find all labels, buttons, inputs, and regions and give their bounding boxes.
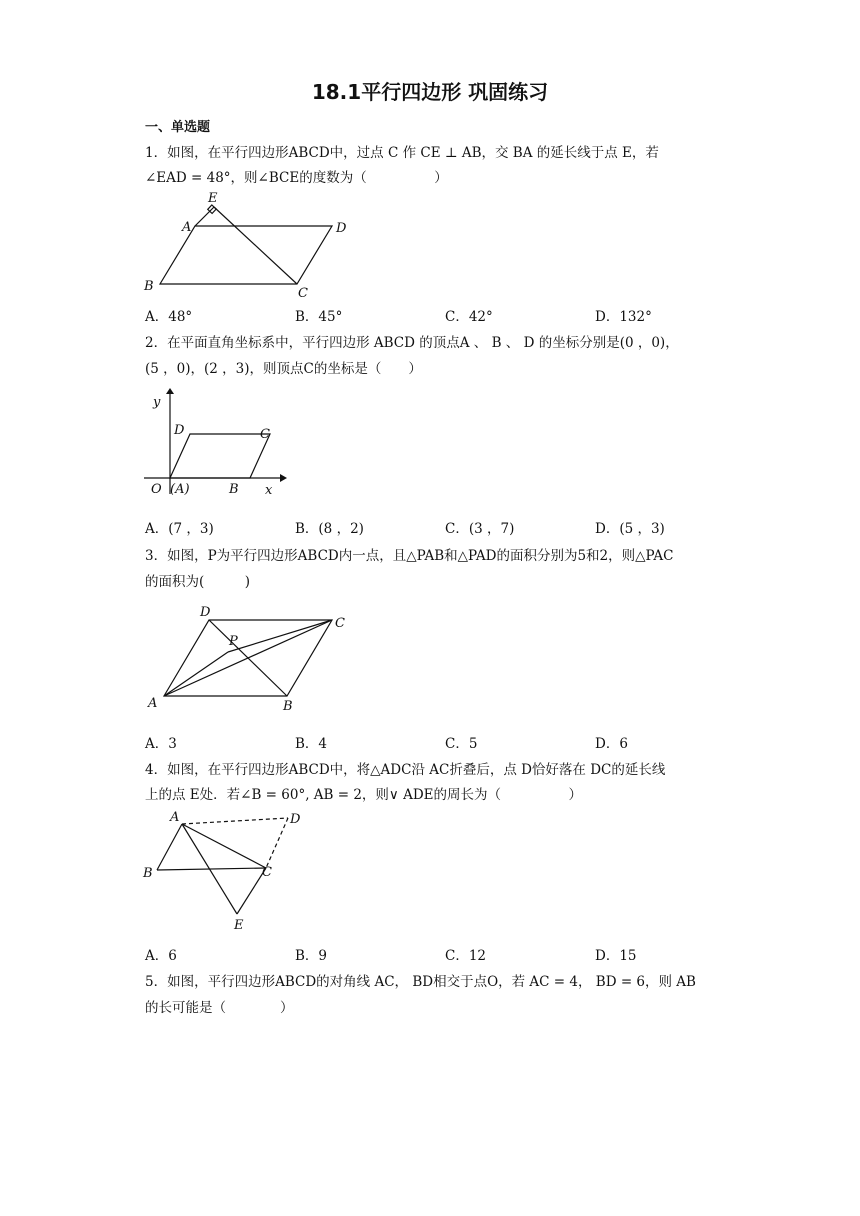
q1-option-a[interactable]: A．48°: [145, 309, 193, 325]
q2-label-d: D: [174, 423, 185, 438]
q3-option-a[interactable]: A．3: [145, 736, 177, 752]
q2-label-o: O: [151, 482, 162, 497]
q3-figure: [140, 600, 360, 718]
q4-option-d[interactable]: D．15: [595, 948, 637, 964]
q4-label-e: E: [234, 918, 244, 932]
q3-label-p: P: [229, 634, 238, 649]
q3-label-c: C: [335, 616, 345, 631]
q2-line-2: (5 ，0)，(2 ，3)，则顶点C的坐标是（ ）: [145, 361, 422, 377]
q2-figure: [140, 388, 290, 500]
q2-option-a[interactable]: A．(7 ，3): [145, 521, 214, 537]
q1-line-1: 1．如图，在平行四边形ABCD中，过点 C 作 CE ⊥ AB，交 BA 的延长线于点 E，若: [145, 145, 659, 161]
q4-line-2: 上的点 E处．若∠B = 60°, AB = 2，则∨ ADE的周长为（ ）: [145, 787, 583, 803]
q3-label-d: D: [200, 605, 211, 620]
q1-label-a: A: [182, 220, 192, 235]
q4-line-1: 4．如图，在平行四边形ABCD中，将△ADC沿 AC折叠后，点 D恰好落在 DC的延长线: [145, 762, 666, 778]
section-heading: 一、单选题: [145, 120, 211, 135]
q1-label-d: D: [336, 221, 347, 236]
q4-figure: [140, 806, 320, 932]
q2-option-c[interactable]: C．(3 ，7): [445, 521, 515, 537]
q2-option-d[interactable]: D．(5 ，3): [595, 521, 665, 537]
q4-label-b: B: [143, 866, 153, 881]
q2-parallelogram: [170, 434, 270, 478]
q2-option-b[interactable]: B．(8 ，2): [295, 521, 364, 537]
q1-option-d[interactable]: D．132°: [595, 309, 652, 325]
q3-line-1: 3．如图，P为平行四边形ABCD内一点，且△PAB和△PAD的面积分别为5和2，则△PAC: [145, 548, 674, 564]
q1-option-b[interactable]: B．45°: [295, 309, 343, 325]
q4-option-b[interactable]: B．9: [295, 948, 328, 964]
q4-label-c: C: [262, 865, 272, 880]
q2-line-1: 2．在平面直角坐标系中，平行四边形 ABCD 的顶点A 、 B 、 D 的坐标分别是(0 ，0)，: [145, 335, 679, 351]
q2-label-c: C: [260, 427, 270, 442]
q5-line-1: 5．如图，平行四边形ABCD的对角线 AC， BD相交于点O，若 AC = 4， BD = 6，则 AB: [145, 974, 696, 990]
q4-label-a: A: [170, 810, 180, 825]
q2-label-b: B: [229, 482, 239, 497]
q2-label-y: y: [153, 395, 161, 410]
q1-line-2: ∠EAD = 48°，则∠BCE的度数为（ ）: [145, 170, 448, 186]
q2-label-a: (A): [170, 482, 190, 497]
q1-label-c: C: [298, 286, 308, 300]
q2-label-x: x: [265, 483, 273, 498]
q1-figure: [140, 188, 360, 300]
q1-label-e: E: [208, 191, 218, 206]
q3-option-b[interactable]: B．4: [295, 736, 328, 752]
q3-line-2: 的面积为( ): [145, 574, 251, 590]
q3-label-a: A: [148, 696, 158, 711]
q1-label-b: B: [144, 279, 154, 294]
q3-option-c[interactable]: C．5: [445, 736, 478, 752]
q5-line-2: 的长可能是（ ）: [145, 1000, 294, 1016]
page-title: 18.1平行四边形 巩固练习: [311, 80, 549, 104]
q4-label-d: D: [290, 812, 301, 827]
q4-option-a[interactable]: A．6: [145, 948, 177, 964]
q1-option-c[interactable]: C．42°: [445, 309, 493, 325]
q3-option-d[interactable]: D．6: [595, 736, 628, 752]
q3-label-b: B: [283, 699, 293, 714]
q4-option-c[interactable]: C．12: [445, 948, 487, 964]
